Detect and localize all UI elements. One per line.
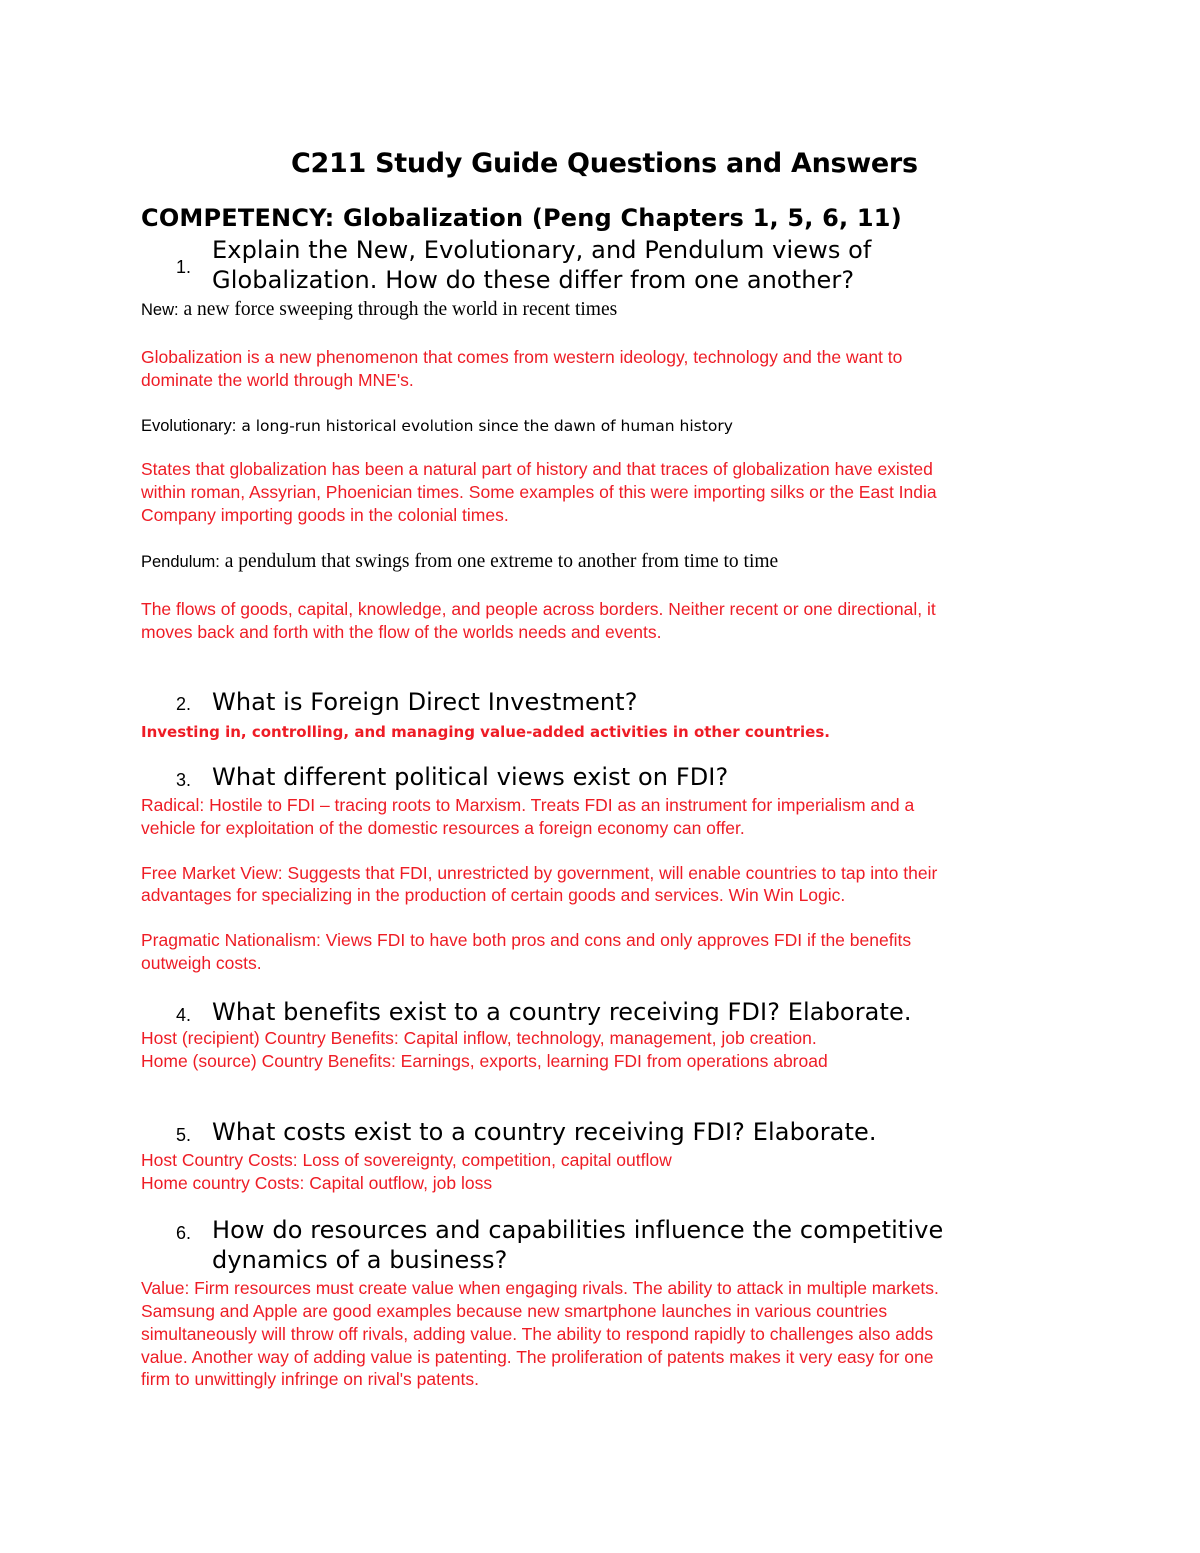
free-market-view-line-1: Free Market View: Suggests that FDI, unrestricted by government, will enable countries to tap into their [141, 863, 938, 883]
pragmatic-view-line-2: outweigh costs. [141, 953, 262, 973]
question-6-line-2: dynamics of a business? [212, 1246, 508, 1274]
question-1-number: 1. [176, 257, 192, 277]
radical-view-line-1: Radical: Hostile to FDI – tracing roots to Marxism. Treats FDI as an instrument for imperialism and a [141, 795, 915, 815]
evolutionary-view-label: Evolutionary: [141, 417, 237, 435]
question-6-number: 6. [176, 1223, 192, 1243]
home-costs: Home country Costs: Capital outflow, job loss [141, 1173, 493, 1193]
question-5-number: 5. [176, 1125, 192, 1145]
question-4-number: 4. [176, 1005, 192, 1025]
question-2-text: What is Foreign Direct Investment? [212, 688, 638, 716]
question-5-text: What costs exist to a country receiving FDI? Elaborate. [212, 1118, 877, 1146]
pendulum-answer-line-1: The flows of goods, capital, knowledge, and people across borders. Neither recent or one directional, it [141, 599, 936, 619]
evolutionary-answer-line-3: Company importing goods in the colonial times. [141, 505, 509, 525]
pendulum-answer-line-2: moves back and forth with the flow of the worlds needs and events. [141, 622, 662, 642]
question-4-text: What benefits exist to a country receiving FDI? Elaborate. [212, 998, 912, 1026]
question-6-line-1: How do resources and capabilities influence the competitive [212, 1216, 944, 1244]
pendulum-view-definition [141, 551, 778, 573]
evolutionary-view-definition [141, 417, 733, 436]
question-2-number: 2. [176, 694, 192, 714]
question-3-text: What different political views exist on FDI? [212, 763, 729, 791]
question-1-line-2: Globalization. How do these differ from one another? [212, 266, 855, 294]
new-answer-line-2: dominate the world through MNE's. [141, 370, 414, 390]
question-6-answer-line-5: firm to unwittingly infringe on rival's patents. [141, 1369, 479, 1389]
page-title: C211 Study Guide Questions and Answers [291, 148, 918, 179]
question-6-answer-line-1: Value: Firm resources must create value when engaging rivals. The ability to attack in multiple markets. [141, 1278, 939, 1298]
host-benefits: Host (recipient) Country Benefits: Capital inflow, technology, management, job creation. [141, 1028, 817, 1048]
pendulum-view-label: Pendulum: [141, 553, 220, 571]
home-benefits: Home (source) Country Benefits: Earnings, exports, learning FDI from operations abroad [141, 1051, 828, 1071]
evolutionary-view-def-text: a long-run historical evolution since the dawn of human history [236, 417, 733, 435]
new-view-definition [141, 299, 617, 321]
question-6-answer-line-4: value. Another way of adding value is patenting. The proliferation of patents makes it very easy for one [141, 1347, 934, 1367]
evolutionary-answer-line-1: States that globalization has been a natural part of history and that traces of globalization have existed [141, 459, 933, 479]
question-2-answer: Investing in, controlling, and managing value-added activities in other countries. [141, 723, 830, 741]
question-6-answer-line-3: simultaneously will throw off rivals, adding value. The ability to respond rapidly to challenges also adds [141, 1324, 934, 1344]
radical-view-line-2: vehicle for exploitation of the domestic resources a foreign economy can offer. [141, 818, 745, 838]
new-answer-line-1: Globalization is a new phenomenon that comes from western ideology, technology and the want to [141, 347, 903, 367]
evolutionary-answer-line-2: within roman, Assyrian, Phoenician times. Some examples of this were importing silks or the East India [141, 482, 937, 502]
free-market-view-line-2: advantages for specializing in the production of certain goods and services. Win Win Logic. [141, 885, 846, 905]
new-view-def-text: a new force sweeping through the world in recent times [178, 299, 618, 320]
question-1-line-1: Explain the New, Evolutionary, and Pendulum views of [212, 236, 872, 264]
new-view-label: New: [141, 301, 179, 319]
competency-heading: COMPETENCY: Globalization (Peng Chapters 1, 5, 6, 11) [141, 204, 902, 232]
question-6-answer-line-2: Samsung and Apple are good examples because new smartphone launches in various countries [141, 1301, 888, 1321]
pragmatic-view-line-1: Pragmatic Nationalism: Views FDI to have both pros and cons and only approves FDI if the benefits [141, 930, 912, 950]
pendulum-view-def-text: a pendulum that swings from one extreme to another from time to time [219, 551, 779, 572]
host-costs: Host Country Costs: Loss of sovereignty, competition, capital outflow [141, 1150, 672, 1170]
question-3-number: 3. [176, 770, 192, 790]
